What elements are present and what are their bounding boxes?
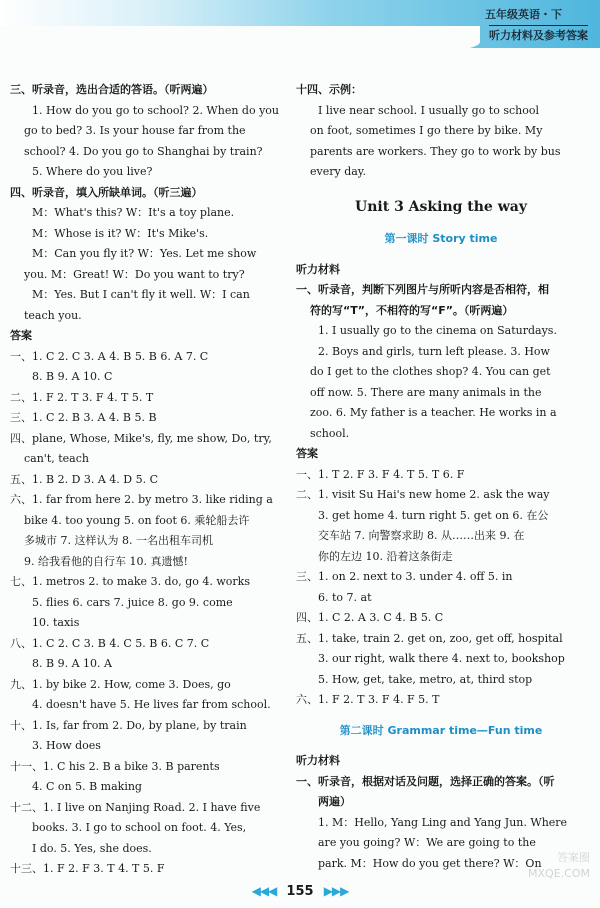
text-line: 一、1. C 2. C 3. A 4. B 5. B 6. A 7. C	[10, 349, 209, 363]
text-line: 听力材料	[296, 754, 340, 767]
text-line: M：Can you fly it? W：Yes. Let me show	[32, 247, 257, 260]
text-line: 四、听录音，填入所缺单词。（听三遍）	[10, 185, 203, 199]
text-line: teach you.	[24, 308, 82, 322]
text-line: 6. to 7. at	[318, 590, 372, 604]
text-line: 8. B 9. A 10. A	[32, 657, 112, 670]
text-line: 5. How, get, take, metro, at, third stop	[318, 672, 533, 686]
text-line: M：What's this? W：It's a toy plane.	[32, 206, 235, 219]
text-line: 三、听录音，选出合适的答语。（听两遍）	[10, 83, 214, 96]
header-subtitle: 听力材料及参考答案	[489, 25, 588, 43]
text-line: M：Whose is it? W：It's Mike's.	[32, 226, 209, 240]
text-line: 多城市 7. 这样认为 8. 一名出租车司机	[24, 534, 213, 547]
lesson-2-title: 第二课时 Grammar time—Fun time	[339, 723, 543, 737]
text-line: 六、1. F 2. T 3. F 4. F 5. T	[296, 693, 440, 706]
text-line: 3. How does	[32, 739, 101, 752]
text-line: go to bed? 3. Is your house far from the	[24, 124, 246, 137]
page-header	[0, 0, 600, 62]
text-line: 3. get home 4. turn right 5. get on 6. 在公	[318, 508, 549, 522]
text-line: off now. 5. There are many animals in the	[310, 385, 542, 399]
text-line: 符的写“T”，不相符的写“F”。（听两遍）	[310, 303, 514, 317]
text-line: 2. Boys and girls, turn left please. 3. How	[318, 344, 550, 358]
text-line: 四、1. C 2. A 3. C 4. B 5. C	[296, 611, 444, 624]
text-line: 一、1. T 2. F 3. F 4. T 5. T 6. F	[296, 467, 465, 481]
text-line: 3. our right, walk there 4. next to, bookshop	[318, 652, 565, 665]
text-line: 二、1. visit Su Hai's new home 2. ask the way	[296, 488, 550, 501]
lesson-1-content	[296, 260, 586, 711]
next-arrows-icon: ▶▶▶	[323, 884, 349, 898]
text-line: every day.	[310, 165, 367, 178]
text-line: 交车站 7. 向警察求助 8. 从……出来 9. 在	[318, 529, 525, 542]
text-line: 五、1. B 2. D 3. A 4. D 5. C	[10, 472, 159, 486]
text-line: 1. M：Hello, Yang Ling and Yang Jun. Where	[318, 815, 568, 829]
example-section	[296, 80, 586, 183]
watermark	[500, 850, 590, 900]
text-line: parents are workers. They go to work by bus	[310, 144, 561, 158]
left-column	[10, 80, 278, 880]
lesson-1-title: 第一课时 Story time	[384, 232, 498, 245]
text-line: 1. I usually go to the cinema on Saturdays.	[318, 324, 557, 337]
text-line: 四、plane, Whose, Mike's, fly, me show, Do, try,	[10, 431, 272, 445]
text-line: 十、1. Is, far from 2. Do, by plane, by train	[10, 718, 247, 732]
text-line: 三、1. on 2. next to 3. under 4. off 5. in	[296, 570, 513, 583]
watermark-line-2: MXQE.COM	[528, 867, 590, 880]
text-line: 5. Where do you live?	[32, 165, 153, 178]
text-line: 你的左边 10. 沿着这条街走	[318, 549, 453, 563]
text-line: are you going? W：We are going to the	[318, 836, 536, 849]
text-line: 答案	[296, 447, 318, 460]
text-line: zoo. 6. My father is a teacher. He works in a	[310, 406, 557, 419]
text-line: 七、1. metros 2. to make 3. do, go 4. works	[10, 575, 250, 588]
text-line: school.	[310, 426, 350, 440]
text-line: 听力材料	[296, 262, 340, 276]
header-title: 五年级英语・下	[485, 8, 562, 21]
text-line: 10. taxis	[32, 616, 80, 629]
text-line: 答案	[10, 329, 32, 342]
text-line: books. 3. I go to school on foot. 4. Yes,	[32, 821, 247, 834]
text-line: 十一、1. C his 2. B a bike 3. B parents	[10, 759, 220, 773]
text-line: 五、1. take, train 2. get on, zoo, get off, hospital	[296, 631, 563, 645]
text-line: 4. C on 5. B making	[32, 780, 142, 793]
text-line: I live near school. I usually go to school	[318, 103, 539, 117]
text-line: 八、1. C 2. C 3. B 4. C 5. B 6. C 7. C	[10, 636, 210, 650]
header-wave	[0, 26, 480, 62]
text-line: 一、听录音，判断下列图片与所听内容是否相符，相	[296, 283, 549, 296]
text-line: do I get to the clothes shop? 4. You can get	[310, 365, 551, 378]
text-line: 1. How do you go to school? 2. When do you	[32, 103, 280, 117]
text-line: 三、1. C 2. B 3. A 4. B 5. B	[10, 411, 157, 424]
text-line: 十三、1. F 2. F 3. T 4. T 5. F	[10, 862, 165, 875]
text-line: park. M：How do you get there? W：On	[318, 856, 542, 870]
text-line: you. M：Great! W：Do you want to try?	[24, 267, 245, 281]
text-line: on foot, sometimes I go there by bike. My	[310, 124, 543, 137]
text-line: school? 4. Do you go to Shanghai by train?	[24, 144, 263, 158]
text-line: 六、1. far from here 2. by metro 3. like riding a	[10, 493, 273, 506]
text-line: 一、听录音，根据对话及问题，选择正确的答案。（听	[296, 774, 555, 788]
text-line: 9. 给我看他的自行车 10. 真遗憾!	[24, 554, 188, 568]
watermark-line-1: 答案圈	[557, 851, 590, 864]
right-column	[296, 80, 586, 874]
text-line: bike 4. too young 5. on foot 6. 乘轮船去许	[24, 513, 250, 527]
text-line: 8. B 9. A 10. C	[32, 370, 113, 383]
text-line: 十二、1. I live on Nanjing Road. 2. I have five	[10, 800, 261, 814]
unit-title: Unit 3 Asking the way	[355, 198, 527, 215]
text-line: 4. doesn't have 5. He lives far from school.	[32, 698, 271, 711]
page-number: 155	[286, 884, 314, 899]
text-line: 两遍）	[318, 795, 351, 808]
text-line: M：Yes. But I can't fly it well. W：I can	[32, 288, 250, 301]
text-line: 十四、示例：	[296, 83, 362, 96]
text-line: 二、1. F 2. T 3. F 4. T 5. T	[10, 390, 154, 404]
text-line: I do. 5. Yes, she does.	[32, 841, 152, 855]
text-line: 九、1. by bike 2. How, come 3. Does, go	[10, 677, 231, 691]
text-line: can't, teach	[24, 452, 89, 465]
text-line: 5. flies 6. cars 7. juice 8. go 9. come	[32, 595, 233, 609]
prev-arrows-icon: ◀◀◀	[251, 884, 277, 898]
